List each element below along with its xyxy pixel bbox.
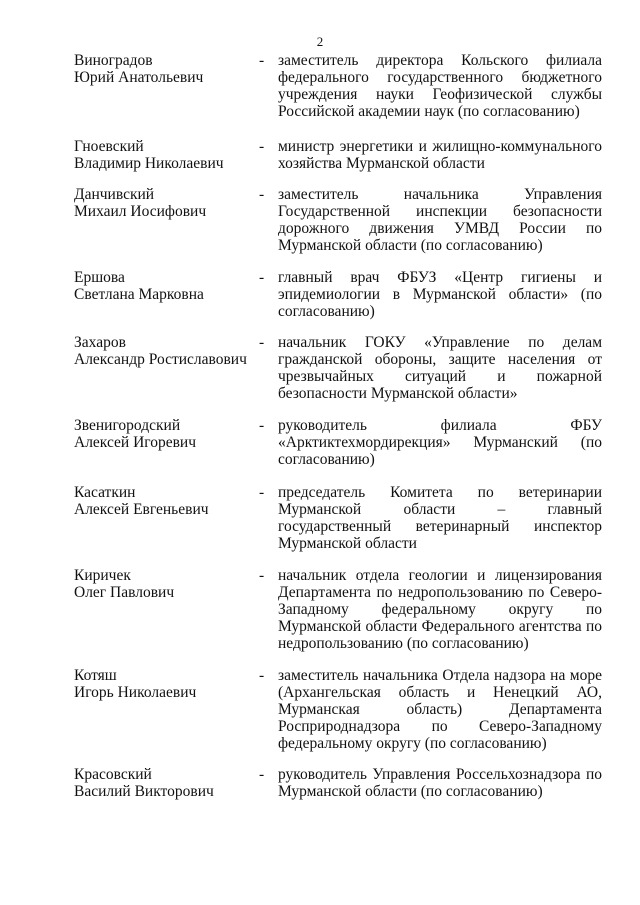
dash-separator: -	[259, 52, 265, 69]
member-given-names: Игорь Николаевич	[74, 684, 197, 701]
member-given-names: Алексей Евгеньевич	[74, 501, 209, 518]
dash-separator: -	[259, 334, 265, 351]
dash-separator: -	[259, 766, 265, 783]
member-name	[74, 766, 254, 800]
member-given-names: Светлана Марковна	[74, 286, 204, 303]
page-number: 2	[316, 34, 324, 49]
dash-separator: -	[259, 567, 265, 584]
member-surname: Виноградов	[74, 52, 153, 69]
member-name	[74, 484, 254, 518]
member-name	[74, 52, 254, 86]
member-surname: Ершова	[74, 269, 125, 286]
member-role: председатель Комитета по ветеринарии Мурманской области – главный государственный ветеринарный инспектор Мурманской области	[278, 484, 602, 552]
member-name	[74, 417, 254, 451]
member-given-names: Юрий Анатольевич	[74, 69, 204, 86]
member-surname: Котяш	[74, 667, 117, 684]
member-role: главный врач ФБУЗ «Центр гигиены и эпидемиологии в Мурманской области» (по согласованию)	[278, 269, 602, 320]
member-surname: Захаров	[74, 334, 126, 351]
member-role: министр энергетики и жилищно-коммунального хозяйства Мурманской области	[278, 138, 602, 172]
member-role: начальник ГОКУ «Управление по делам гражданской обороны, защите населения от чрезвычайных ситуаций и пожарной безопасности Мурманской области»	[278, 334, 602, 402]
member-name	[74, 269, 254, 303]
member-given-names: Алексей Игоревич	[74, 434, 197, 451]
member-name	[74, 667, 254, 701]
member-name	[74, 334, 254, 368]
member-surname: Киричек	[74, 567, 131, 584]
member-role: начальник отдела геологии и лицензирования Департамента по недропользованию по Северо-Западному федеральному округу по Мурманской области Федерального агентства по недропользованию (по согласованию)	[278, 567, 602, 652]
member-surname: Данчивский	[74, 186, 155, 203]
member-surname: Красовский	[74, 766, 152, 783]
member-surname: Звенигородский	[74, 417, 181, 434]
member-role: руководитель филиала ФБУ «Арктиктехмордирекция» Мурманский (по согласованию)	[278, 417, 602, 468]
member-surname: Касаткин	[74, 484, 136, 501]
dash-separator: -	[259, 417, 265, 434]
dash-separator: -	[259, 484, 265, 501]
member-role: руководитель Управления Россельхознадзора по Мурманской области (по согласованию)	[278, 766, 602, 800]
member-role: заместитель начальника Отдела надзора на море (Архангельская область и Ненецкий АО, Мурманская область) Департамента Росприроднадзора по Северо-Западному федеральному округу (по согласованию)	[278, 667, 602, 752]
member-given-names: Владимир Николаевич	[74, 155, 224, 172]
member-given-names: Александр Ростиславович	[74, 351, 247, 368]
dash-separator: -	[259, 269, 265, 286]
member-name	[74, 138, 254, 172]
member-given-names: Василий Викторович	[74, 783, 214, 800]
member-role: заместитель начальника Управления Государственной инспекции безопасности дорожного движения УМВД России по Мурманской области (по согласованию)	[278, 186, 602, 254]
dash-separator: -	[259, 138, 265, 155]
member-role: заместитель директора Кольского филиала федерального государственного бюджетного учреждения науки Геофизической службы Российской академии наук (по согласованию)	[278, 52, 602, 120]
dash-separator: -	[259, 667, 265, 684]
member-given-names: Михаил Иосифович	[74, 203, 207, 220]
member-given-names: Олег Павлович	[74, 584, 175, 601]
dash-separator: -	[259, 186, 265, 203]
member-name	[74, 567, 254, 601]
member-surname: Гноевский	[74, 138, 144, 155]
member-name	[74, 186, 254, 220]
